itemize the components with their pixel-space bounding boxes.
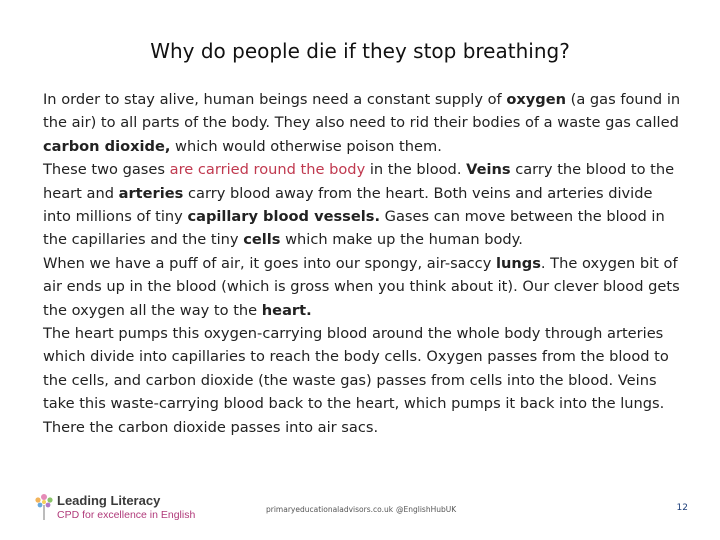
body-paragraph — [43, 158, 683, 252]
highlighted-phrase: are carried round the body — [169, 161, 366, 179]
key-term: carbon dioxide, — [43, 137, 171, 155]
key-term: oxygen — [506, 91, 566, 108]
key-term: arteries — [118, 184, 184, 202]
paragraph-text: which make up the human body. — [280, 231, 523, 249]
paragraph-text: carry blood away from the heart. Both veins and arteries divide into millions of tiny — [43, 184, 653, 226]
logo-name: Leading Literacy — [57, 493, 161, 508]
paragraph-text: The heart pumps this oxygen-carrying blood around the whole body through arteries which divide into capillaries to reach the body cells. Oxygen passes from the blood to the cells, and carbon dioxide (the waste gas) passes from cells into the blood. Veins take this waste-carrying blood back to the heart, which pumps it back into the lungs. There the carbon dioxide passes into air sacs. — [43, 325, 669, 436]
body-paragraph — [43, 322, 683, 439]
footer — [0, 488, 720, 528]
key-term: heart. — [261, 301, 312, 319]
key-term: lungs — [495, 254, 541, 272]
page-number: 12 — [676, 503, 688, 513]
leading-literacy-logo — [33, 491, 203, 523]
key-term: cells — [243, 231, 281, 249]
paragraph-text: (a gas found in the air) to all parts of the body. They also need to rid their bodies of a waste gas called — [43, 91, 681, 132]
body-paragraph — [43, 252, 683, 322]
paragraph-text: in the blood. — [365, 161, 467, 179]
paragraph-text: carry the blood to the heart and — [43, 161, 675, 202]
paragraph-text: Gases can move between the blood in the capillaries and the tiny — [43, 208, 665, 249]
paragraph-text: . The oxygen bit of air ends up in the blood (which is gross when you think about it). Our clever blood gets the oxygen all the way to the — [43, 254, 680, 319]
key-term: Veins — [466, 161, 511, 179]
footer-website: primaryeducationaladvisors.co.uk — [266, 505, 394, 514]
logo-tagline: CPD for excellence in English — [57, 509, 196, 521]
slide-title: Why do people die if they stop breathing? — [150, 39, 570, 63]
key-term: capillary blood vessels. — [187, 208, 381, 226]
flower-logo-icon — [33, 491, 55, 521]
paragraph-text: These two gases — [43, 161, 170, 179]
paragraph-text: When we have a puff of air, it goes into our spongy, air-saccy — [43, 254, 496, 272]
paragraph-text: which would otherwise poison them. — [170, 137, 442, 155]
footer-handle: @EnglishHubUK — [396, 505, 457, 514]
body-text — [43, 88, 683, 439]
paragraph-text: In order to stay alive, human beings need a constant supply of — [43, 91, 507, 108]
body-paragraph — [43, 88, 683, 158]
